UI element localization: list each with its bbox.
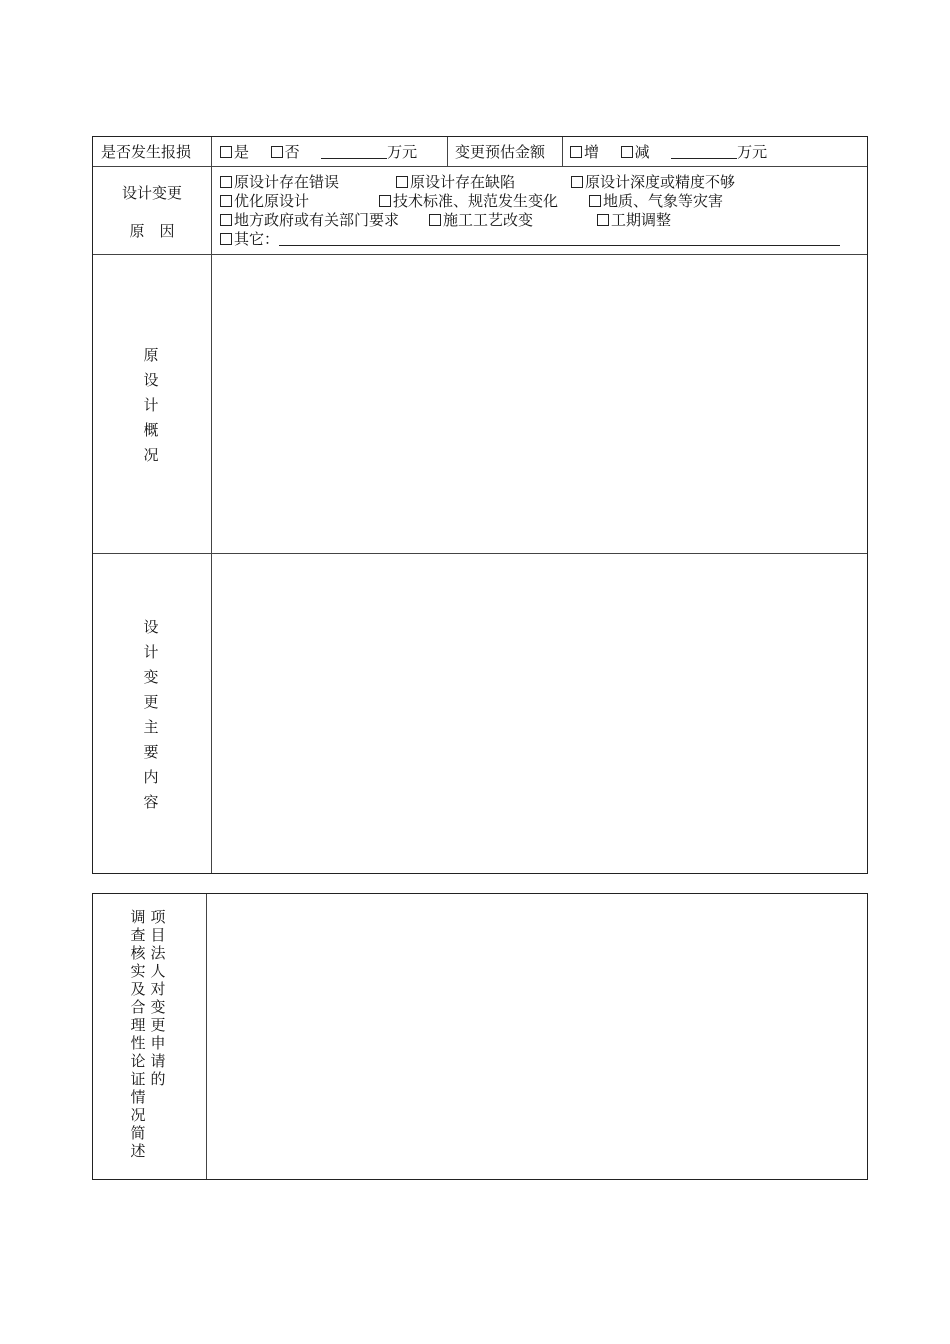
label-char: 的 [150,1070,166,1088]
label-char: 计 [143,396,159,414]
label-char: 申 [150,1034,166,1052]
checkbox-yes[interactable] [220,146,232,158]
label-char: 更 [143,693,159,711]
original-design-content[interactable] [212,255,867,552]
label-char: 容 [143,793,159,811]
label-char: 计 [143,643,159,661]
column-divider [562,137,563,166]
label-char: 对 [150,980,166,998]
label-char: 查 [130,926,146,944]
checkbox[interactable] [220,195,232,207]
label-char: 合 [130,998,146,1016]
review-table [92,893,868,1180]
checkbox-increase[interactable] [570,146,582,158]
label-char: 原 [143,346,159,364]
label-char: 论 [130,1052,146,1070]
reason-option[interactable] [597,211,671,230]
label-char: 变 [143,668,159,686]
label-char: 变 [150,998,166,1016]
label-char: 法 [150,944,166,962]
reason-option-label: 原设计存在错误 [234,173,340,191]
reason-label-line2: 原 因 [129,222,175,240]
label-char: 请 [150,1052,166,1070]
loss-amount-field[interactable] [321,144,387,159]
change-content-label [141,615,161,815]
reason-option-label: 地方政府或有关部门要求 [234,211,400,229]
label-char: 主 [143,718,159,736]
loss-unit-label: 万元 [387,143,418,161]
row-divider [93,166,867,167]
checkbox-decrease[interactable] [621,146,633,158]
checkbox[interactable] [379,195,391,207]
column-divider [447,137,448,166]
label-char: 情 [130,1088,146,1106]
checkbox[interactable] [220,176,232,188]
reason-option-label: 施工工艺改变 [443,211,534,229]
checkbox[interactable] [429,214,441,226]
label-char: 设 [143,371,159,389]
label-char: 要 [143,743,159,761]
loss-options [220,143,417,162]
label-char: 性 [130,1034,146,1052]
label-char: 实 [130,962,146,980]
reason-option[interactable] [571,173,735,192]
option-decrease-label: 减 [634,143,650,161]
other-reason-field[interactable] [279,231,840,246]
label-char: 目 [150,926,166,944]
reason-option[interactable] [589,192,723,211]
label-char: 及 [130,980,146,998]
checkbox-no[interactable] [271,146,283,158]
reason-option[interactable] [379,192,558,211]
checkbox[interactable] [589,195,601,207]
label-char: 况 [143,446,159,464]
change-request-table [92,136,868,874]
reason-option[interactable] [220,211,399,230]
option-yes-label: 是 [234,143,250,161]
checkbox[interactable] [220,214,232,226]
loss-occurred-label: 是否发生报损 [101,143,192,161]
reason-option-label: 原设计深度或精度不够 [585,173,736,191]
review-label-col2 [129,908,147,1160]
label-char: 设 [143,618,159,636]
label-char: 人 [150,962,166,980]
reason-other [220,230,840,249]
reason-option[interactable] [396,173,515,192]
reason-option-label: 地质、气象等灾害 [603,192,724,210]
reason-option[interactable] [220,173,339,192]
option-increase-label: 增 [584,143,600,161]
reason-option-label: 技术标准、规范发生变化 [393,192,559,210]
reason-option[interactable] [429,211,533,230]
label-char: 证 [130,1070,146,1088]
label-char: 况 [130,1106,146,1124]
other-label: 其它： [234,230,280,248]
review-content-area[interactable] [207,894,867,1179]
label-char: 调 [130,908,146,926]
change-amount-field[interactable] [671,144,737,159]
amount-options [570,143,767,162]
checkbox[interactable] [571,176,583,188]
amount-unit-label: 万元 [737,143,768,161]
reason-option-label: 优化原设计 [234,192,310,210]
checkbox[interactable] [597,214,609,226]
estimated-amount-label: 变更预估金额 [455,143,546,161]
reason-label-line1: 设计变更 [121,184,182,202]
label-char: 概 [143,421,159,439]
option-no-label: 否 [284,143,300,161]
label-char: 更 [150,1016,166,1034]
label-char: 项 [150,908,166,926]
original-design-label [141,343,161,468]
checkbox-other[interactable] [220,233,232,245]
label-char: 内 [143,768,159,786]
review-label-col1 [149,908,167,1088]
reason-option[interactable] [220,192,309,211]
label-char: 理 [130,1016,146,1034]
checkbox[interactable] [396,176,408,188]
reason-option-label: 工期调整 [611,211,672,229]
label-char: 述 [130,1142,146,1160]
label-char: 核 [130,944,146,962]
label-char: 简 [130,1124,146,1142]
change-content-area[interactable] [212,554,867,873]
reason-option-label: 原设计存在缺陷 [410,173,516,191]
